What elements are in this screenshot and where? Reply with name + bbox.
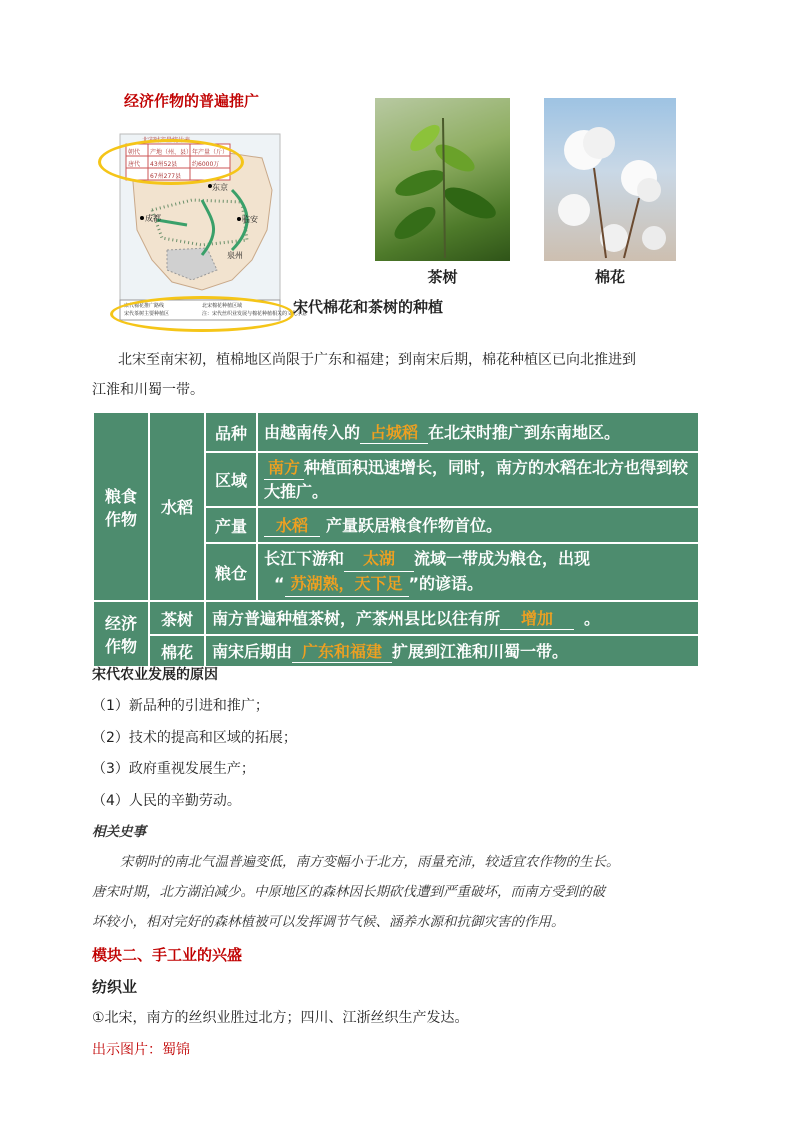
map-row1-era: 唐代 — [128, 161, 141, 168]
map-col-output: 年产量（斤） — [192, 149, 229, 156]
answer-blank: 南方 — [264, 456, 304, 480]
history-line-3: 坏较小，相对完好的森林植被可以发挥调节气候、涵养水源和抗御灾害的作用。 — [92, 914, 565, 930]
map-legend-1: 宋代棉花推广路线 — [124, 303, 165, 309]
cotton-photo — [544, 98, 676, 261]
region-label: 区域 — [205, 452, 257, 507]
agriculture-summary-table — [92, 411, 700, 668]
answer-blank: 增加 — [500, 606, 574, 630]
history-line-1: 宋朝时的南北气温普遍变低，南方变幅小于北方，雨量充沛，较适宜农作物的生长。 — [120, 854, 620, 870]
tea-photo — [375, 98, 510, 261]
map-city-linan: 临安 — [242, 215, 258, 224]
cotton-label: 棉花 — [594, 268, 625, 286]
reason-item: （1）新品种的引进和推广； — [92, 698, 269, 714]
map-col-era: 朝代 — [128, 149, 141, 156]
reasons-title: 宋代农业发展的原因 — [92, 667, 218, 683]
granary-content: 长江下游和 太湖 流域一带成为粮仓，出现 “ 苏湖熟，天下足 ”的谚语。 — [257, 543, 699, 601]
reason-item: （3）政府重视发展生产； — [92, 761, 255, 777]
highlight-circle-legend — [110, 296, 308, 332]
reason-item: （4）人民的辛勤劳动。 — [92, 793, 241, 809]
answer-blank: 水稻 — [264, 513, 320, 537]
rice-cell: 水稻 — [149, 412, 205, 601]
variety-label: 品种 — [205, 412, 257, 452]
map-city-dongjing: 东京 — [212, 183, 228, 192]
intro-line-1: 北宋至南宋初，植棉地区尚限于广东和福建；到南宋后期，棉花种植区已向北推进到 — [118, 352, 636, 368]
map-city-quanzhou: 泉州 — [227, 251, 243, 260]
tea-label: 茶树 — [427, 268, 458, 286]
economic-crops-cell: 经济 作物 — [93, 601, 149, 667]
answer-blank: 占城稻 — [360, 420, 428, 444]
map-row2-land: 67州277县 — [150, 173, 182, 180]
yield-content: 水稻 产量跃居粮食作物首位。 — [257, 507, 699, 543]
map-col-land: 产地（州、县） — [150, 149, 193, 156]
history-title: 相关史事 — [92, 824, 146, 840]
history-line-2: 唐宋时期，北方湖泊减少。中原地区的森林因长期砍伐遭到严重破坏，而南方受到的破 — [92, 884, 605, 900]
map-city-chengdu: 成都 — [145, 214, 161, 223]
grain-crops-cell: 粮食 作物 — [93, 412, 149, 601]
granary-label: 粮仓 — [205, 543, 257, 601]
answer-blank: 苏湖熟，天下足 — [285, 572, 409, 597]
module-title: 模块二、手工业的兴盛 — [92, 946, 243, 964]
answer-blank: 广东和福建 — [292, 639, 392, 663]
variety-content: 由越南传入的 占城稻 在北宋时推广到东南地区。 — [257, 412, 699, 452]
tea-content: 南方普遍种植茶树，产茶州县比以往有所 增加 。 — [205, 601, 699, 635]
map-legend-3: 宋代茶树主要种植区 — [124, 311, 170, 317]
tea-label-cell: 茶树 — [149, 601, 205, 635]
yield-label: 产量 — [205, 507, 257, 543]
map-row1-land: 43州52县 — [150, 161, 178, 168]
cotton-content: 南宋后期由 广东和福建 扩展到江淮和川蜀一带。 — [205, 635, 699, 667]
module-point: ①北宋，南方的丝织业胜过北方；四川、江浙丝织生产发达。 — [92, 1010, 469, 1026]
map-legend-4: 注：宋代丝织业发展与棉花种植相关的文化示意 — [202, 311, 308, 317]
answer-blank: 太湖 — [344, 547, 414, 572]
figure-caption: 宋代棉花和茶树的种植 — [293, 298, 444, 316]
map-table-title: 北宋时产量统计表 — [142, 137, 191, 144]
cotton-label-cell: 棉花 — [149, 635, 205, 667]
highlight-circle-table — [98, 139, 244, 185]
module-subtitle: 纺织业 — [92, 978, 138, 996]
show-image-note: 出示图片：蜀锦 — [92, 1042, 190, 1058]
map-legend-2: 北宋棉花种植区域 — [202, 303, 243, 309]
region-content: 南方 种植面积迅速增长，同时，南方的水稻在北方也得到较大推广。 — [257, 452, 699, 507]
intro-line-2: 江淮和川蜀一带。 — [92, 382, 204, 398]
map-row1-output: 约6000万 — [192, 161, 220, 168]
section-title: 经济作物的普遍推广 — [124, 92, 260, 110]
reason-item: （2）技术的提高和区域的拓展； — [92, 730, 297, 746]
